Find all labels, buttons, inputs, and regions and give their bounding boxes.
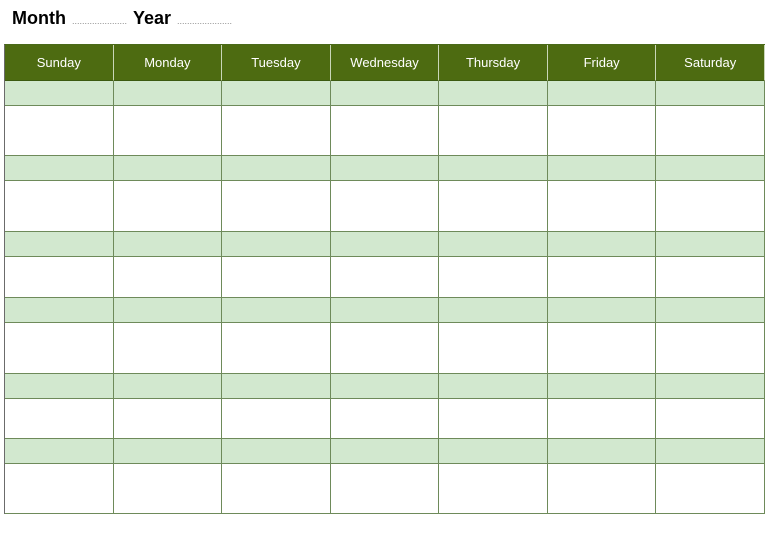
day-cell-week-6-wednesday[interactable]	[331, 464, 440, 514]
day-cell-week-4-tuesday[interactable]	[222, 323, 331, 374]
day-cell-week-1-sunday[interactable]	[5, 106, 114, 156]
date-band-week-1-friday[interactable]	[548, 81, 657, 106]
year-label: Year	[133, 8, 172, 28]
date-band-week-1-tuesday[interactable]	[222, 81, 331, 106]
date-band-week-1-wednesday[interactable]	[331, 81, 440, 106]
day-header-sunday: Sunday	[5, 45, 114, 81]
day-cell-week-2-friday[interactable]	[548, 181, 657, 232]
day-cell-week-3-friday[interactable]	[548, 257, 657, 298]
date-band-week-2-saturday[interactable]	[656, 156, 765, 181]
calendar-grid	[4, 44, 765, 514]
day-header-wednesday: Wednesday	[331, 45, 440, 81]
date-band-week-3-thursday[interactable]	[439, 232, 548, 257]
day-cell-week-1-monday[interactable]	[114, 106, 223, 156]
day-cell-week-4-sunday[interactable]	[5, 323, 114, 374]
year-fill-line[interactable]: ......................	[177, 16, 233, 26]
day-cell-week-2-tuesday[interactable]	[222, 181, 331, 232]
date-band-week-4-friday[interactable]	[548, 298, 657, 323]
day-cell-week-3-wednesday[interactable]	[331, 257, 440, 298]
date-band-week-4-tuesday[interactable]	[222, 298, 331, 323]
day-header-saturday: Saturday	[656, 45, 765, 81]
date-band-week-2-thursday[interactable]	[439, 156, 548, 181]
date-band-week-4-monday[interactable]	[114, 298, 223, 323]
day-cell-week-1-saturday[interactable]	[656, 106, 765, 156]
date-band-week-6-saturday[interactable]	[656, 439, 765, 464]
day-cell-week-1-friday[interactable]	[548, 106, 657, 156]
month-fill-line[interactable]: ......................	[71, 16, 127, 26]
day-cell-week-5-saturday[interactable]	[656, 399, 765, 439]
date-band-week-6-friday[interactable]	[548, 439, 657, 464]
date-band-week-6-thursday[interactable]	[439, 439, 548, 464]
date-band-week-3-sunday[interactable]	[5, 232, 114, 257]
day-cell-week-2-monday[interactable]	[114, 181, 223, 232]
date-band-week-1-thursday[interactable]	[439, 81, 548, 106]
day-cell-week-2-saturday[interactable]	[656, 181, 765, 232]
day-cell-week-6-thursday[interactable]	[439, 464, 548, 514]
date-band-week-4-thursday[interactable]	[439, 298, 548, 323]
date-band-week-5-friday[interactable]	[548, 374, 657, 399]
day-cell-week-6-monday[interactable]	[114, 464, 223, 514]
day-cell-week-2-sunday[interactable]	[5, 181, 114, 232]
date-band-week-2-sunday[interactable]	[5, 156, 114, 181]
day-header-tuesday: Tuesday	[222, 45, 331, 81]
day-cell-week-6-sunday[interactable]	[5, 464, 114, 514]
date-band-week-2-tuesday[interactable]	[222, 156, 331, 181]
date-band-week-6-wednesday[interactable]	[331, 439, 440, 464]
day-cell-week-5-thursday[interactable]	[439, 399, 548, 439]
day-cell-week-1-wednesday[interactable]	[331, 106, 440, 156]
date-band-week-5-tuesday[interactable]	[222, 374, 331, 399]
day-cell-week-5-friday[interactable]	[548, 399, 657, 439]
date-band-week-5-wednesday[interactable]	[331, 374, 440, 399]
date-band-week-1-sunday[interactable]	[5, 81, 114, 106]
calendar-title-row	[12, 8, 232, 32]
date-band-week-5-sunday[interactable]	[5, 374, 114, 399]
date-band-week-5-monday[interactable]	[114, 374, 223, 399]
day-cell-week-5-monday[interactable]	[114, 399, 223, 439]
date-band-week-2-wednesday[interactable]	[331, 156, 440, 181]
day-cell-week-4-monday[interactable]	[114, 323, 223, 374]
date-band-week-5-saturday[interactable]	[656, 374, 765, 399]
day-cell-week-5-tuesday[interactable]	[222, 399, 331, 439]
month-label: Month	[12, 8, 66, 28]
date-band-week-3-saturday[interactable]	[656, 232, 765, 257]
day-cell-week-4-friday[interactable]	[548, 323, 657, 374]
day-cell-week-3-sunday[interactable]	[5, 257, 114, 298]
day-cell-week-4-thursday[interactable]	[439, 323, 548, 374]
date-band-week-4-wednesday[interactable]	[331, 298, 440, 323]
day-header-thursday: Thursday	[439, 45, 548, 81]
date-band-week-3-friday[interactable]	[548, 232, 657, 257]
day-cell-week-2-thursday[interactable]	[439, 181, 548, 232]
day-header-monday: Monday	[114, 45, 223, 81]
day-header-friday: Friday	[548, 45, 657, 81]
date-band-week-1-monday[interactable]	[114, 81, 223, 106]
day-cell-week-6-friday[interactable]	[548, 464, 657, 514]
day-cell-week-3-saturday[interactable]	[656, 257, 765, 298]
date-band-week-3-monday[interactable]	[114, 232, 223, 257]
day-cell-week-3-monday[interactable]	[114, 257, 223, 298]
date-band-week-3-wednesday[interactable]	[331, 232, 440, 257]
date-band-week-1-saturday[interactable]	[656, 81, 765, 106]
day-cell-week-2-wednesday[interactable]	[331, 181, 440, 232]
date-band-week-4-sunday[interactable]	[5, 298, 114, 323]
day-cell-week-1-thursday[interactable]	[439, 106, 548, 156]
day-cell-week-6-saturday[interactable]	[656, 464, 765, 514]
date-band-week-6-tuesday[interactable]	[222, 439, 331, 464]
date-band-week-2-friday[interactable]	[548, 156, 657, 181]
date-band-week-6-sunday[interactable]	[5, 439, 114, 464]
day-cell-week-6-tuesday[interactable]	[222, 464, 331, 514]
date-band-week-6-monday[interactable]	[114, 439, 223, 464]
date-band-week-3-tuesday[interactable]	[222, 232, 331, 257]
day-cell-week-5-sunday[interactable]	[5, 399, 114, 439]
date-band-week-4-saturday[interactable]	[656, 298, 765, 323]
day-cell-week-3-tuesday[interactable]	[222, 257, 331, 298]
day-cell-week-1-tuesday[interactable]	[222, 106, 331, 156]
day-cell-week-4-saturday[interactable]	[656, 323, 765, 374]
date-band-week-2-monday[interactable]	[114, 156, 223, 181]
day-cell-week-5-wednesday[interactable]	[331, 399, 440, 439]
date-band-week-5-thursday[interactable]	[439, 374, 548, 399]
day-cell-week-4-wednesday[interactable]	[331, 323, 440, 374]
day-cell-week-3-thursday[interactable]	[439, 257, 548, 298]
